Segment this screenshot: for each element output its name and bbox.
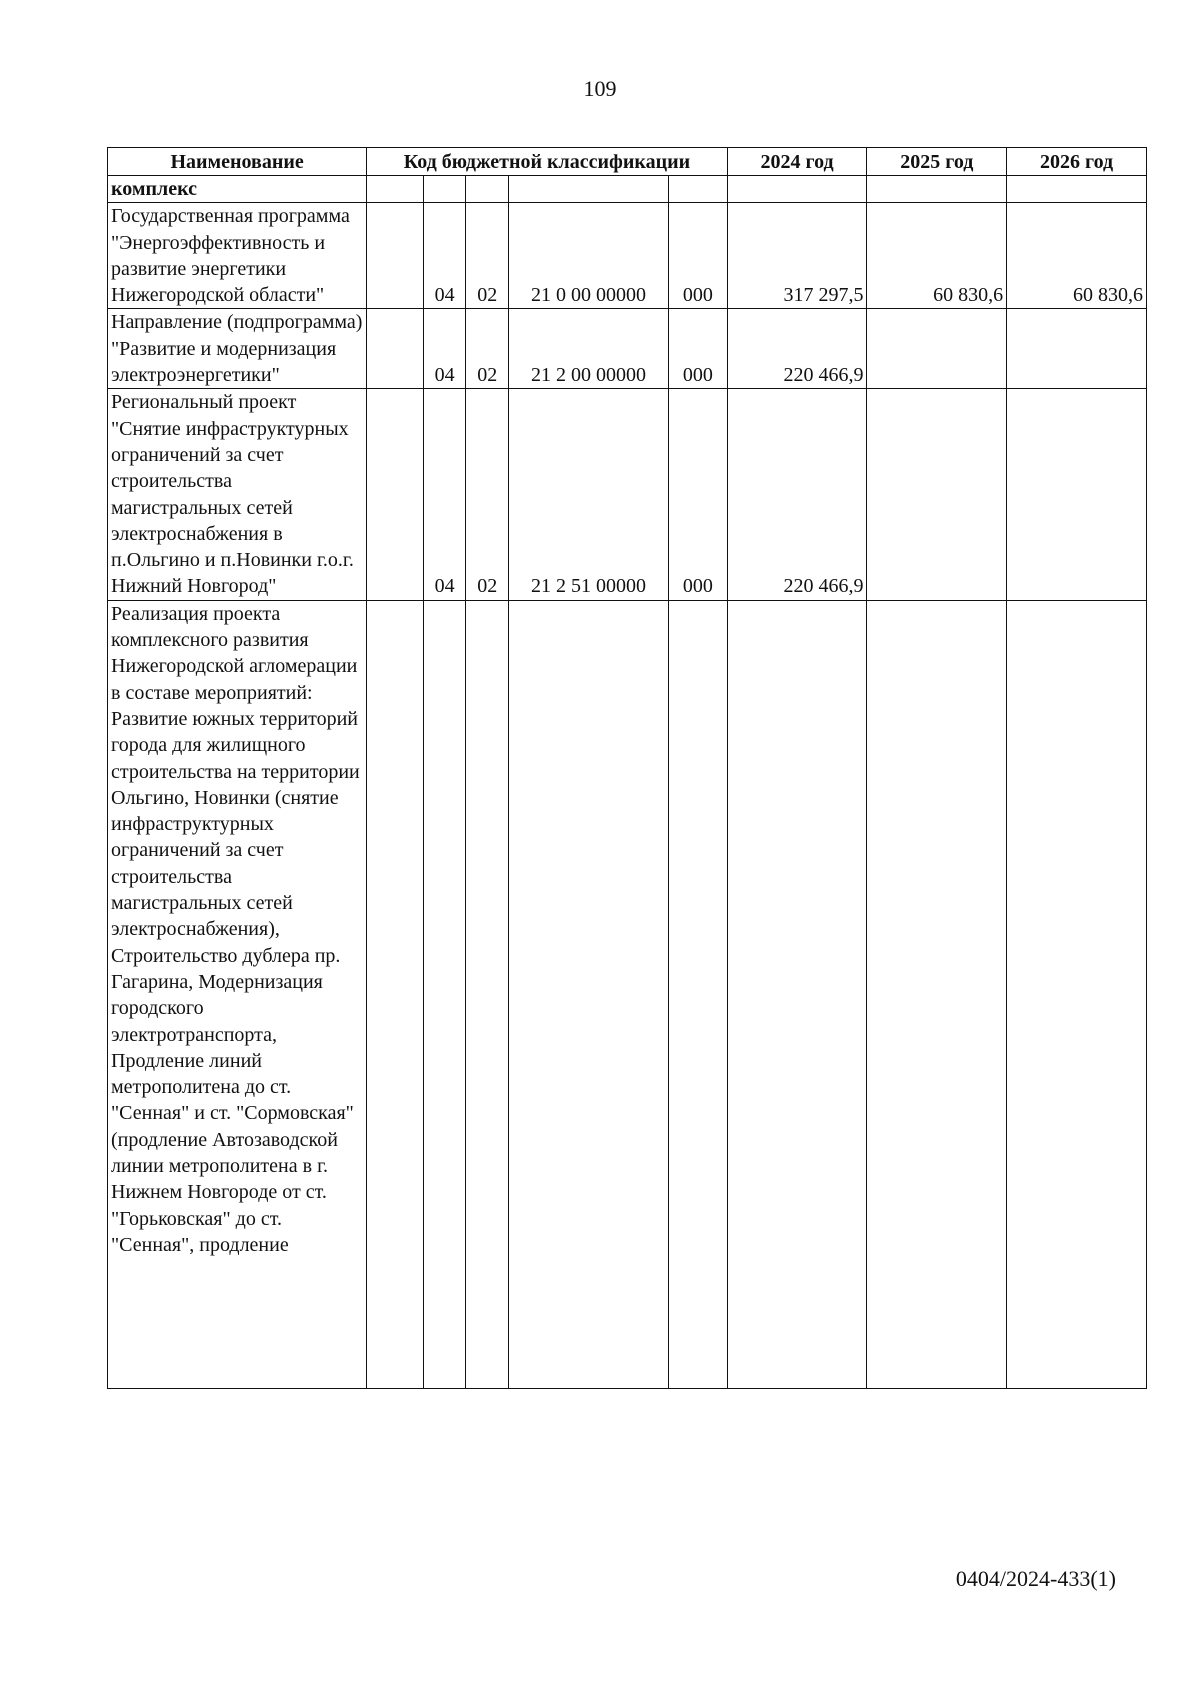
row-2025 bbox=[867, 389, 1007, 600]
header-name: Наименование bbox=[108, 148, 367, 176]
row-podrazdel: 02 bbox=[466, 389, 509, 600]
row-2026: 60 830,6 bbox=[1007, 203, 1147, 309]
row-razdel: 04 bbox=[423, 203, 466, 309]
row-razdel bbox=[423, 176, 466, 203]
row-podrazdel: 02 bbox=[466, 203, 509, 309]
page-number: 109 bbox=[583, 76, 617, 101]
row-expense-type: 000 bbox=[668, 389, 727, 600]
row-target-article: 21 2 00 00000 bbox=[508, 309, 668, 389]
header-2024: 2024 год bbox=[727, 148, 867, 176]
row-2024 bbox=[727, 176, 867, 203]
row-expense-type: 000 bbox=[668, 203, 727, 309]
row-podrazdel bbox=[466, 176, 509, 203]
row-blank bbox=[367, 309, 424, 389]
row-2026 bbox=[1007, 309, 1147, 389]
row-target-article: 21 2 51 00000 bbox=[508, 389, 668, 600]
row-target-article: 21 0 00 00000 bbox=[508, 203, 668, 309]
row-podrazdel bbox=[466, 600, 509, 1388]
row-2024: 317 297,5 bbox=[727, 203, 867, 309]
row-expense-type bbox=[668, 176, 727, 203]
row-blank bbox=[367, 176, 424, 203]
row-2025 bbox=[867, 600, 1007, 1388]
row-blank bbox=[367, 203, 424, 309]
row-2025: 60 830,6 bbox=[867, 203, 1007, 309]
row-2026 bbox=[1007, 600, 1147, 1388]
row-razdel: 04 bbox=[423, 309, 466, 389]
table-row bbox=[108, 309, 1147, 389]
header-2026: 2026 год bbox=[1007, 148, 1147, 176]
row-blank bbox=[367, 600, 424, 1388]
row-2024 bbox=[727, 600, 867, 1388]
row-razdel: 04 bbox=[423, 389, 466, 600]
row-name: Региональный проект "Снятие инфраструктурных ограничений за счет строительства магистральных сетей электроснабжения в п.Ольгино и п.Новинки г.о.г. Нижний Новгород" bbox=[108, 389, 367, 600]
row-2026 bbox=[1007, 389, 1147, 600]
row-name: Государственная программа "Энергоэффективность и развитие энергетики Нижегородской области" bbox=[108, 203, 367, 309]
row-name: Направление (подпрограмма) "Развитие и модернизация электроэнергетики" bbox=[108, 309, 367, 389]
row-blank bbox=[367, 389, 424, 600]
row-name: комплекс bbox=[108, 176, 367, 203]
row-2024: 220 466,9 bbox=[727, 309, 867, 389]
table-row bbox=[108, 389, 1147, 600]
row-target-article bbox=[508, 600, 668, 1388]
table-row bbox=[108, 176, 1147, 203]
header-2025: 2025 год bbox=[867, 148, 1007, 176]
row-razdel bbox=[423, 600, 466, 1388]
header-budget-code: Код бюджетной классификации bbox=[367, 148, 727, 176]
table-row bbox=[108, 600, 1147, 1388]
document-code: 0404/2024-433(1) bbox=[955, 1566, 1116, 1591]
row-2026 bbox=[1007, 176, 1147, 203]
row-expense-type: 000 bbox=[668, 309, 727, 389]
row-name: Реализация проекта комплексного развития Нижегородской агломерации в составе мероприятий: Развитие южных территорий города для жилищного строительства на территории Ольгино, Новинки (снятие инфраструктурных ограничений за счет строительства магистральных сетей электроснабжения), Строительство дублера пр. Гагарина, Модернизация городского электротранспорта, Продление линий метрополитена до ст. "Сенная" и ст. "Сормовская" (продление Автозаводской линии метрополитена в г. Нижнем Новгороде от ст. "Горьковская" до ст. "Сенная", продление bbox=[108, 600, 367, 1388]
row-2025 bbox=[867, 176, 1007, 203]
row-podrazdel: 02 bbox=[466, 309, 509, 389]
row-2025 bbox=[867, 309, 1007, 389]
table-header-row bbox=[108, 148, 1147, 176]
row-target-article bbox=[508, 176, 668, 203]
row-2024: 220 466,9 bbox=[727, 389, 867, 600]
budget-table bbox=[107, 147, 1147, 1389]
row-expense-type bbox=[668, 600, 727, 1388]
table-row bbox=[108, 203, 1147, 309]
